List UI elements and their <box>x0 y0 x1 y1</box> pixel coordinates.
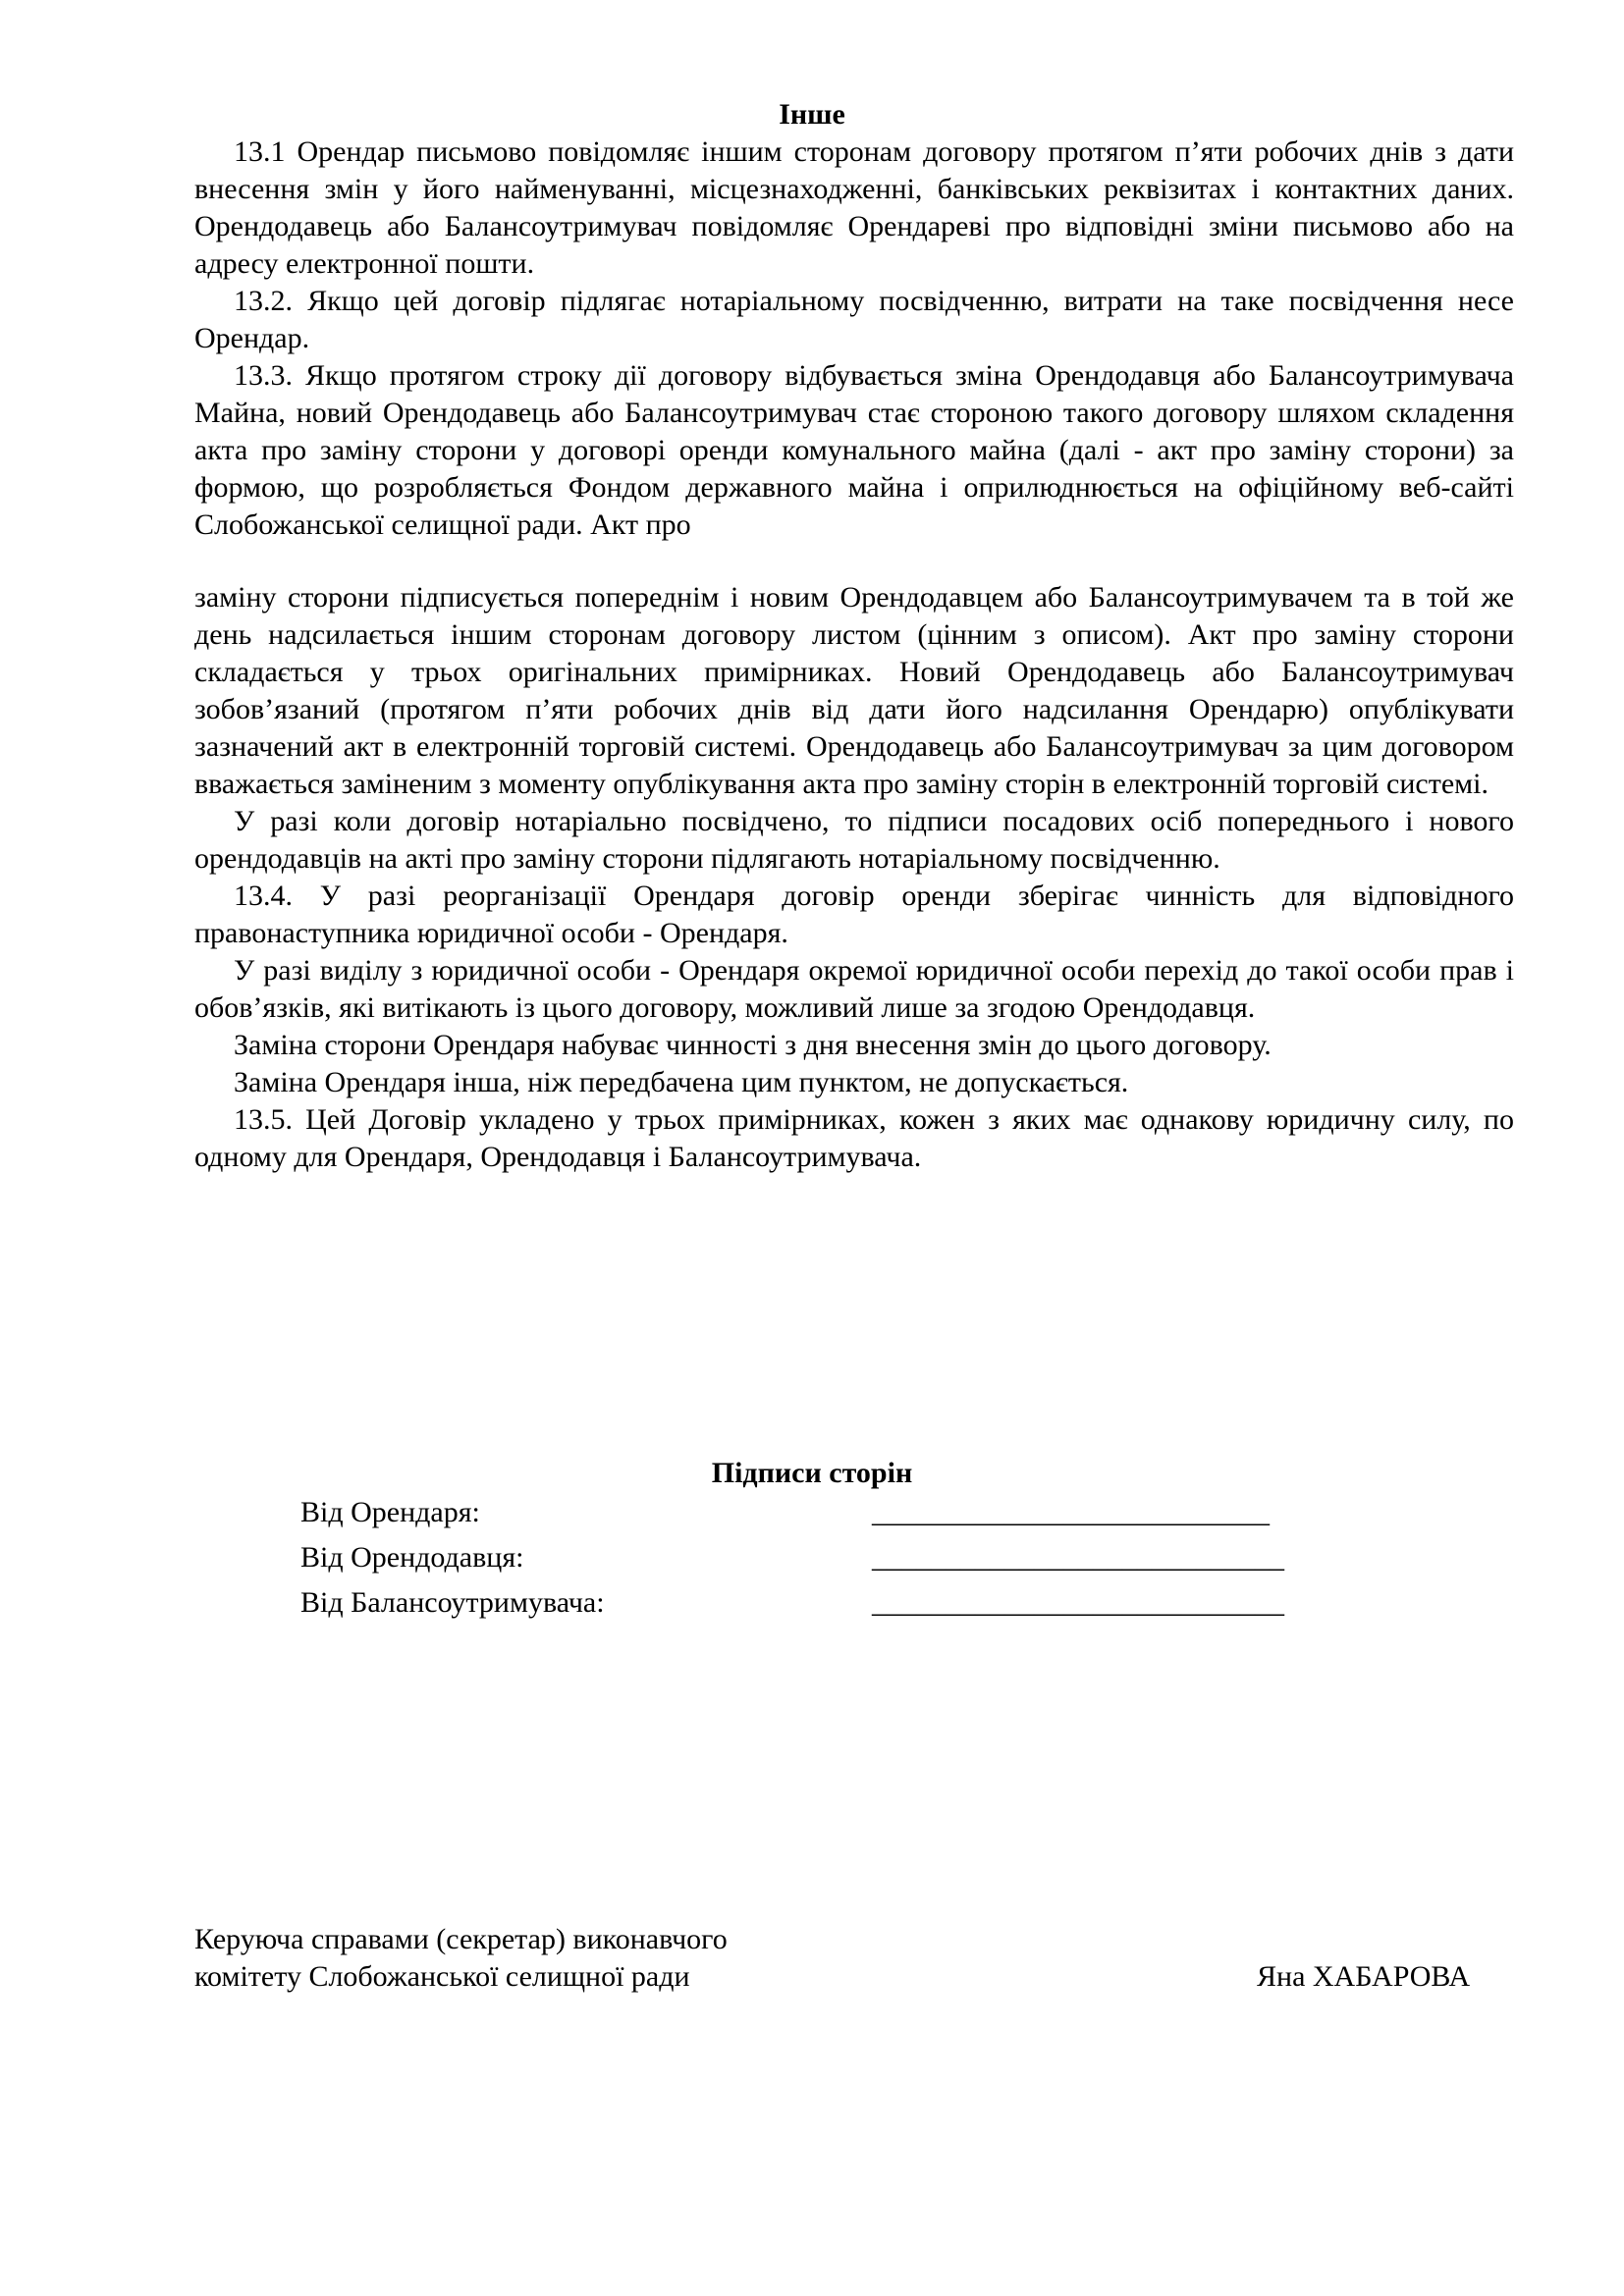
body-text-block-2 <box>194 579 1514 1176</box>
signature-line: ____________________________ <box>872 1541 1284 1574</box>
paragraph-13-2: 13.2. Якщо цей договір підлягає нотаріальному посвідченню, витрати на таке посвідчення несе Орендар. <box>194 285 1514 354</box>
paragraph-replacement-restriction: Заміна Орендаря інша, ніж передбачена цим пунктом, не допускається. <box>234 1066 1129 1098</box>
paragraph-13-5: 13.5. Цей Договір укладено у трьох примірниках, кожен з яких має однакову юридичну силу, по одному для Орендаря, Орендодавця і Балансоутримувача. <box>194 1103 1514 1173</box>
paragraph-notary: У разі коли договір нотаріально посвідчено, то підписи посадових осіб попереднього і нового орендодавців на акті про заміну сторони підлягають нотаріальному посвідченню. <box>194 805 1514 875</box>
signature-row-balance-holder <box>300 1584 1341 1622</box>
paragraph-13-1: 13.1 Орендар письмово повідомляє іншим сторонам договору протягом п’яти робочих днів з дати внесення змін у його найменуванні, місцезнаходженні, банківських реквізитах і контактних даних. Орендодавець або Балансоутримувач повідомляє Орендареві про відповідні зміни письмово або на адресу електронної пошти. <box>194 135 1514 280</box>
signature-row-lessee <box>300 1494 1341 1531</box>
paragraph-13-3: 13.3. Якщо протягом строку дії договору відбувається зміна Орендодавця або Балансоутримувача Майна, новий Орендодавець або Балансоутримувач стає стороною такого договору шляхом складення акта про заміну сторони у договорі оренди комунального майна (далі - акт про заміну сторони) за формою, що розробляється Фондом державного майна і оприлюднюється на офіційному веб-сайті Слобожанської селищної ради. Акт про <box>194 359 1514 541</box>
section-title: Інше <box>779 98 845 131</box>
paragraph-13-4: 13.4. У разі реорганізації Орендаря договір оренди зберігає чинність для відповідного правонаступника юридичної особи - Орендаря. <box>194 880 1514 949</box>
paragraph-separation: У разі виділу з юридичної особи - Орендаря окремої юридичної особи перехід до такої особи прав і обов’язків, які витікають із цього договору, можливий лише за згодою Орендодавця. <box>194 954 1514 1024</box>
paragraph-replacement-effect: Заміна сторони Орендаря набуває чинності з дня внесення змін до цього договору. <box>234 1029 1272 1061</box>
footer-position-line-2: комітету Слобожанської селищної ради <box>194 1960 690 1993</box>
signature-label: Від Орендаря: <box>300 1496 480 1528</box>
signature-line: ____________________________ <box>872 1586 1284 1619</box>
paragraph-13-3-continued: заміну сторони підписується попереднім і новим Орендодавцем або Балансоутримувачем та в той же день надсилається іншим сторонам договору листом (цінним з описом). Акт про заміну сторони складається у трьох оригінальних примірниках. Новий Орендодавець або Балансоутримувач зобов’язаний (протягом п’яти робочих днів від дати його надсилання Орендарю) опублікувати зазначений акт в електронній торговій системі. Орендодавець або Балансоутримувач за цим договором вважається заміненим з моменту опублікування акта про заміну сторін в електронній торговій системі. <box>194 581 1514 800</box>
signature-label: Від Орендодавця: <box>300 1541 524 1574</box>
signature-row-lessor <box>300 1539 1341 1576</box>
signatures-title: Підписи сторін <box>711 1457 913 1489</box>
signature-line: ___________________________ <box>872 1496 1270 1528</box>
body-text-block-1 <box>194 133 1514 544</box>
signature-label: Від Балансоутримувача: <box>300 1586 605 1619</box>
footer-signatory-name: Яна ХАБАРОВА <box>1257 1960 1471 1993</box>
footer-position-line-1: Керуюча справами (секретар) виконавчого <box>194 1923 728 1955</box>
